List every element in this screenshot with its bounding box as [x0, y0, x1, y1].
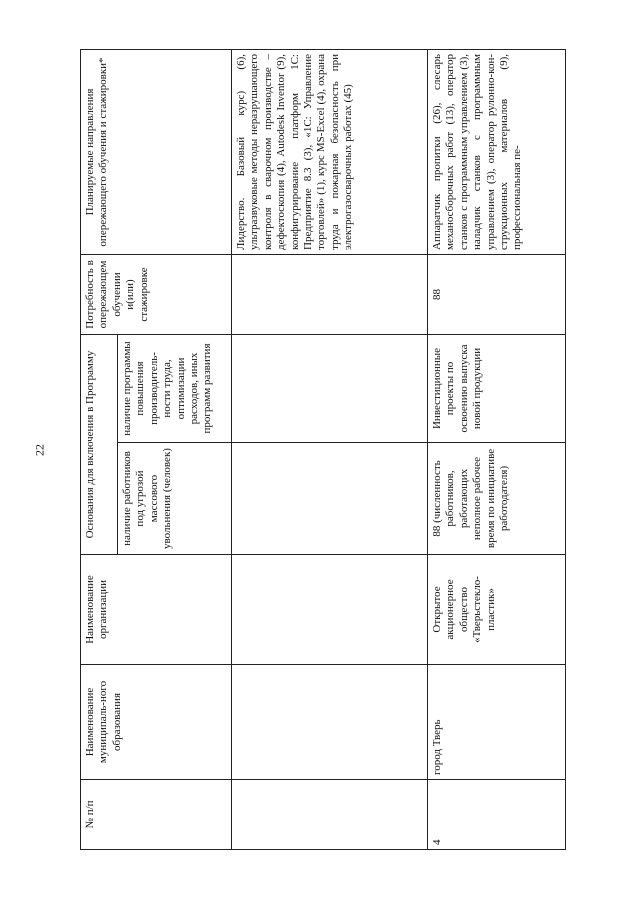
cell-num: 4 [428, 780, 566, 850]
header-row-1 [81, 50, 118, 850]
cell-municipality: город Тверь [428, 665, 566, 780]
cell-organization: Открытое акционерное общество «Тверьстекло-пластик» [428, 555, 566, 665]
cell-threat: 88 (численность работников, работающих неполное рабочее время по инициативе работодателя) [428, 443, 566, 555]
cell-programs [232, 335, 428, 443]
table-row [232, 50, 428, 850]
cell-programs: Инвестиционные проекты по освоению выпуска новой продукции [428, 335, 566, 443]
header-organization: Наименование организации [81, 555, 232, 665]
header-need: Потребность в опережающем обучении и(или) стажировке [81, 255, 232, 335]
cell-planned: Лидерство. Базовый курс) (6), ультразвуковые методы неразрушающего контроля в сварочном производстве – дефектоскопия (4), Autodesk Inventor (9), конфигурирование платформ 1С: Предприятие 8.3 (3), «1С: Управление торговлей» (1), курс MS-Excel (4), охрана труда и пожарная безопасность при электрогазосварочных работах (45) [232, 50, 428, 255]
cell-municipality [232, 665, 428, 780]
cell-threat [232, 443, 428, 555]
program-table [80, 49, 566, 850]
header-num: № п/п [81, 780, 232, 850]
rotated-table-container [80, 50, 605, 850]
cell-organization [232, 555, 428, 665]
cell-need: 88 [428, 255, 566, 335]
cell-need [232, 255, 428, 335]
header-municipality: Наименование муниципаль-ного образования [81, 665, 232, 780]
cell-planned: Аппаратчик пропитки (26), слесарь механосборочных работ (13), оператор станков с программным управлением (3), наладчик станков с программным управлением (3), оператор рулонно-кон-струкционных материалов (9), профессиональная пе- [428, 50, 566, 255]
cell-num [232, 780, 428, 850]
header-programs: наличие программы повышения производитель-ности труда, оптимизации расходов, иных программ развития [118, 335, 232, 443]
header-grounds: Основания для включения в Программу [81, 335, 118, 555]
table-row [428, 50, 566, 850]
page-number: 22 [32, 444, 47, 456]
header-planned: Планируемые направления опережающего обучения и стажировки* [81, 50, 232, 255]
header-threat: наличие работников под угрозой массового увольнения (человек) [118, 443, 232, 555]
